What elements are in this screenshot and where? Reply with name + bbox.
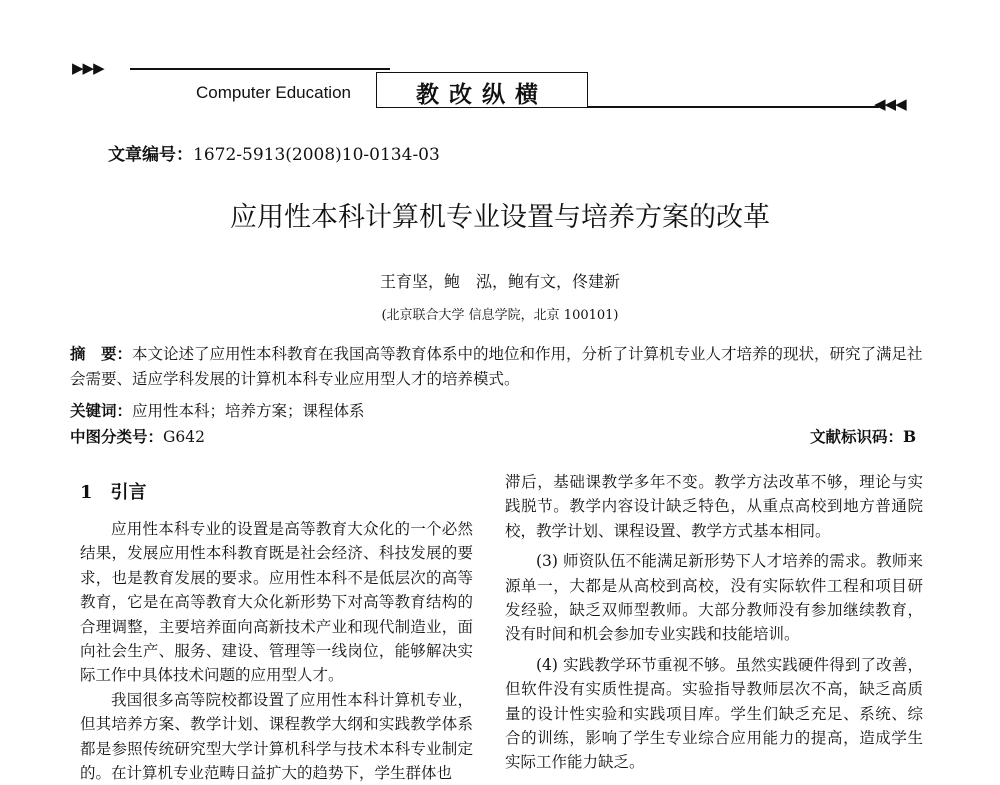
keywords-text: 应用性本科；培养方案；课程体系 [132,402,365,420]
clc-number [70,425,205,447]
right-paragraph-1: 滞后，基础课教学多年不变。教学方法改革不够，理论与实践脱节。教学内容设计缺乏特色，从重点高校到地方普通院校，教学计划、课程设置、教学方式基本相同。 [505,473,923,540]
abstract-label: 摘 要： [70,344,133,363]
doc-code-label: 文献标识码： [810,427,904,446]
abstract [70,341,932,392]
left-paragraph-2: 我国很多高等院校都设置了应用性本科计算机专业，但其培养方案、教学计划、课程教学大纲和实践教学体系都是参照传统研究型大学计算机科学与技术本科专业制定的。在计算机专业范畴日益扩大的趋势下，学生群体也 [80,690,473,783]
right-paragraph-3: (4) 实践教学环节重视不够。虽然实践硬件得到了改善，但软件没有实质性提高。实验指导教师层次不高，缺乏高质量的设计性实验和实践项目库。学生们缺乏充足、系统、综合的训练，影响了学生专业综合应用能力的提高，造成学生实际工作能力缺乏。 [505,655,923,772]
right-column [505,470,923,775]
clc-value: G642 [163,428,205,446]
doc-code-value: B [903,427,917,446]
abstract-text: 本文论述了应用性本科教育在我国高等教育体系中的地位和作用，分析了计算机专业人才培养的现状，研究了满足社会需要、适应学科发展的计算机本科专业应用型人才的培养模式。 [70,345,923,388]
affiliation: (北京联合大学 信息学院，北京 100101) [381,308,619,323]
article-number [108,140,440,165]
left-column [80,517,473,785]
keywords [70,399,365,421]
paper-title: 应用性本科计算机专业设置与培养方案的改革 [230,202,770,233]
section-heading: 1 引言 [80,482,147,503]
journal-name: Computer Education [196,83,351,102]
header-rule-bottom [587,106,879,108]
right-paragraph-2: (3) 师资队伍不能满足新形势下人才培养的需求。教师来源单一，大都是从高校到高校，没有实际软件工程和项目研发经验，缺乏双师型教师。大部分教师没有参加继续教育，没有时间和机会参加专业实践和技能培训。 [505,552,923,644]
left-arrows-icon: ▶▶▶ [72,59,104,77]
document-code [810,425,916,447]
right-arrows-icon: ◀◀◀ [874,95,906,113]
left-paragraph-1: 应用性本科专业的设置是高等教育大众化的一个必然结果，发展应用性本科教育既是社会经济、科技发展的要求，也是教育发展的要求。应用性本科不是低层次的高等教育，它是在高等教育大众化新形势下对高等教育结构的合理调整，主要培养面向高新技术产业和现代制造业，面向社会生产、服务、建设、管理等一线岗位，能够解决实际工作中具体技术问题的应用型人才。 [80,520,473,685]
column-title: 教改纵横 [416,81,548,108]
column-box [376,72,588,108]
clc-label: 中图分类号： [70,427,164,446]
authors: 王育坚，鲍 泓，鲍有文，佟建新 [379,272,620,291]
article-number-value: 1672-5913(2008)10-0134-03 [193,145,440,165]
keywords-label: 关键词： [70,401,133,420]
article-number-label: 文章编号： [108,145,193,165]
header-rule-top [130,68,390,70]
